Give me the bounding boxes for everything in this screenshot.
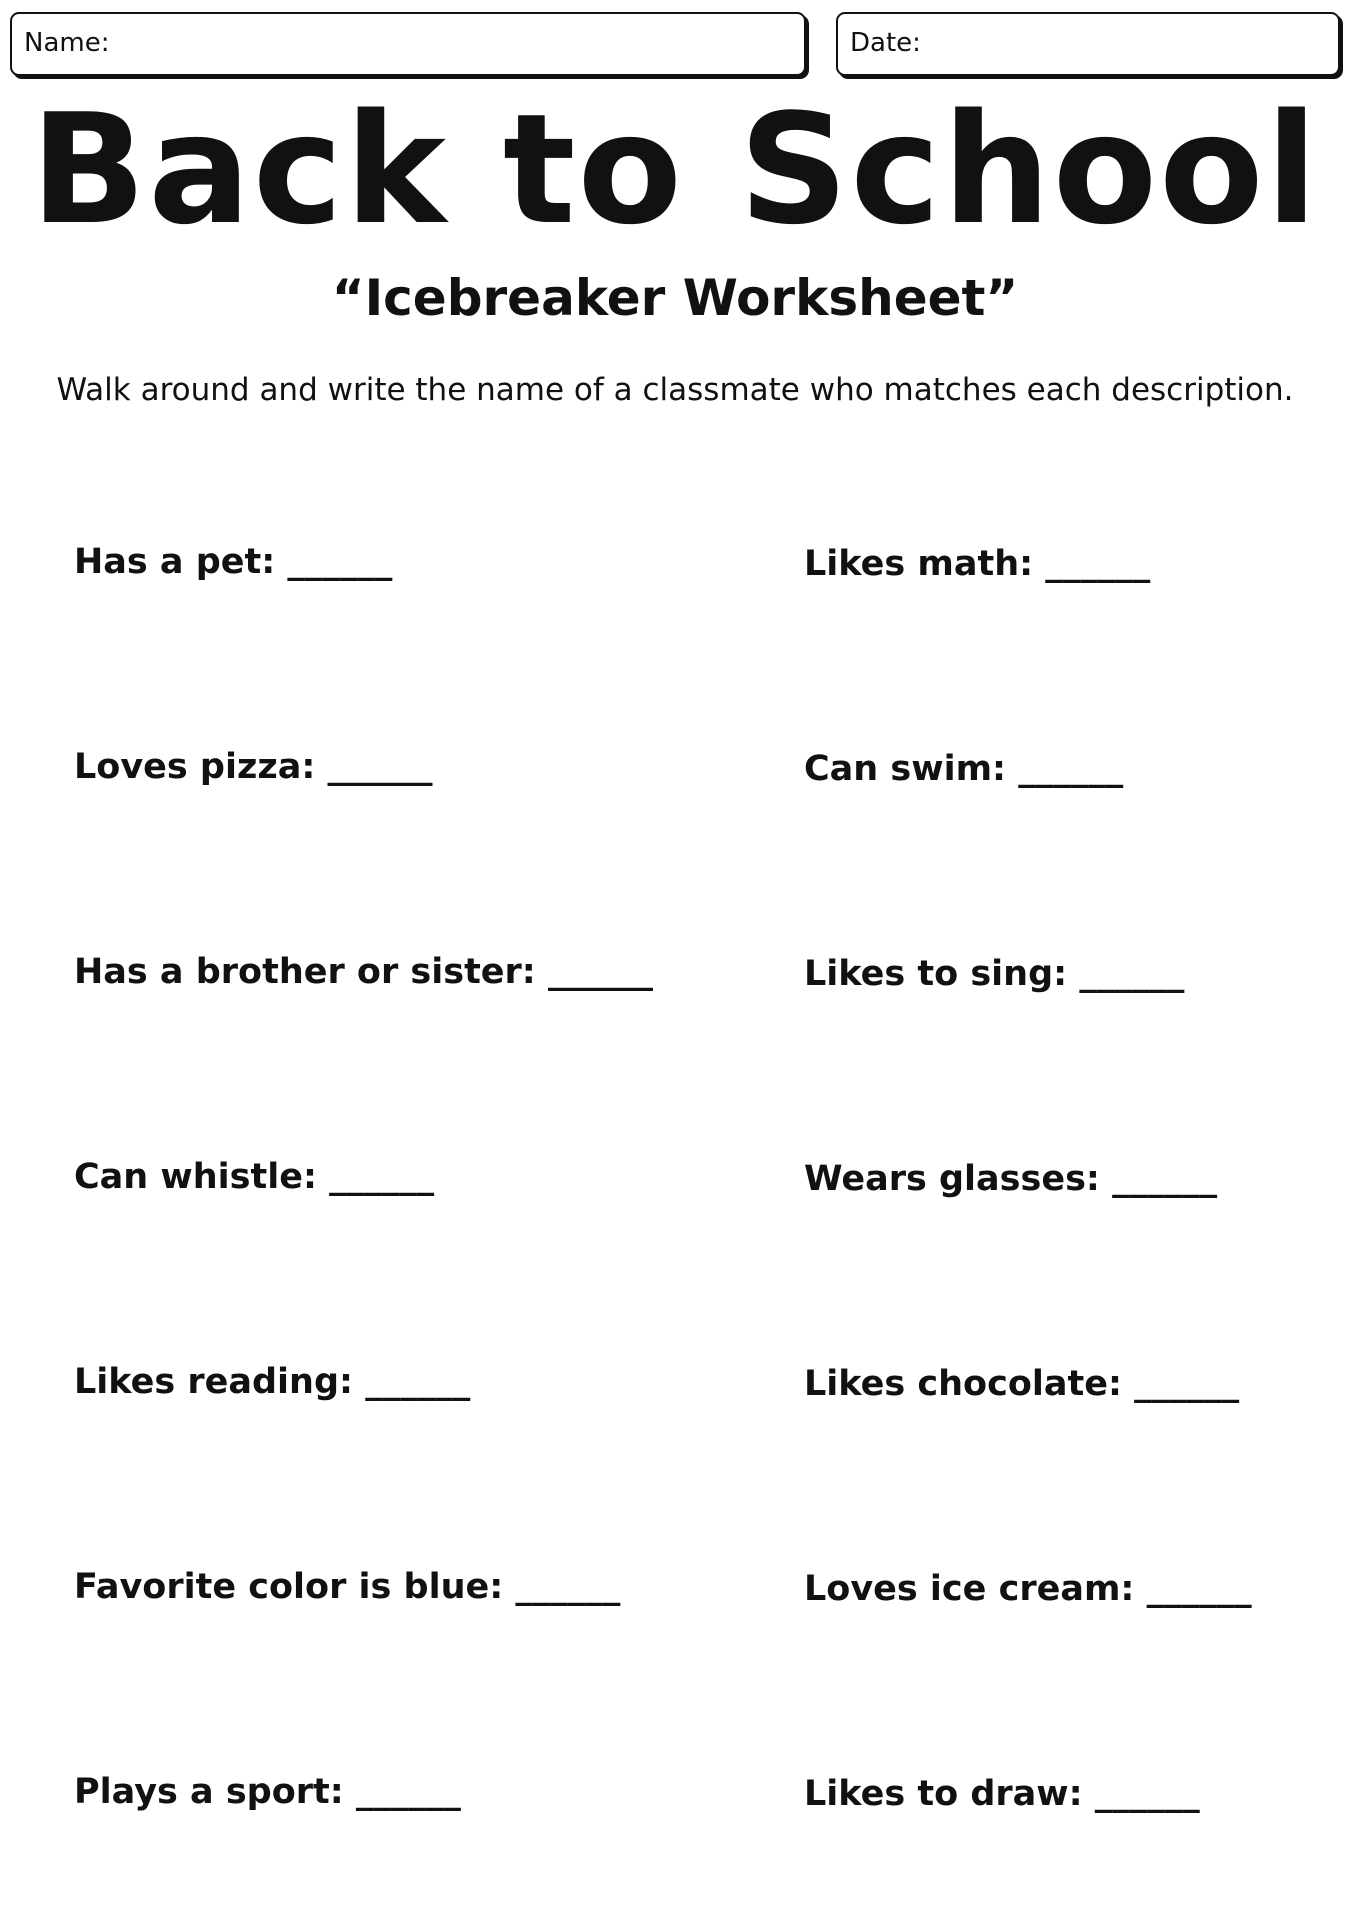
prompt-loves-pizza[interactable]: Loves pizza: ______	[74, 747, 433, 787]
name-label: Name:	[24, 28, 110, 58]
prompt-likes-reading[interactable]: Likes reading: ______	[74, 1362, 471, 1402]
prompt-can-swim[interactable]: Can swim: ______	[804, 749, 1124, 789]
prompt-likes-chocolate[interactable]: Likes chocolate: ______	[804, 1364, 1240, 1404]
page-title: Back to School	[30, 81, 1320, 258]
prompt-has-a-pet[interactable]: Has a pet: ______	[74, 542, 393, 582]
instructions-text: Walk around and write the name of a classmate who matches each description.	[56, 372, 1294, 408]
prompt-plays-sport[interactable]: Plays a sport: ______	[74, 1772, 461, 1812]
prompt-has-sibling[interactable]: Has a brother or sister: ______	[74, 952, 653, 992]
prompt-wears-glasses[interactable]: Wears glasses: ______	[804, 1159, 1218, 1199]
prompt-likes-to-draw[interactable]: Likes to draw: ______	[804, 1774, 1200, 1814]
name-field[interactable]	[10, 12, 806, 76]
prompt-loves-ice-cream[interactable]: Loves ice cream: ______	[804, 1569, 1252, 1609]
page-subtitle: “Icebreaker Worksheet”	[331, 269, 1019, 327]
date-label: Date:	[850, 28, 921, 58]
prompt-likes-to-sing[interactable]: Likes to sing: ______	[804, 954, 1185, 994]
prompt-favorite-color-blue[interactable]: Favorite color is blue: ______	[74, 1567, 621, 1607]
prompt-can-whistle[interactable]: Can whistle: ______	[74, 1157, 435, 1197]
prompt-likes-math[interactable]: Likes math: ______	[804, 544, 1151, 584]
date-field[interactable]	[836, 12, 1340, 76]
